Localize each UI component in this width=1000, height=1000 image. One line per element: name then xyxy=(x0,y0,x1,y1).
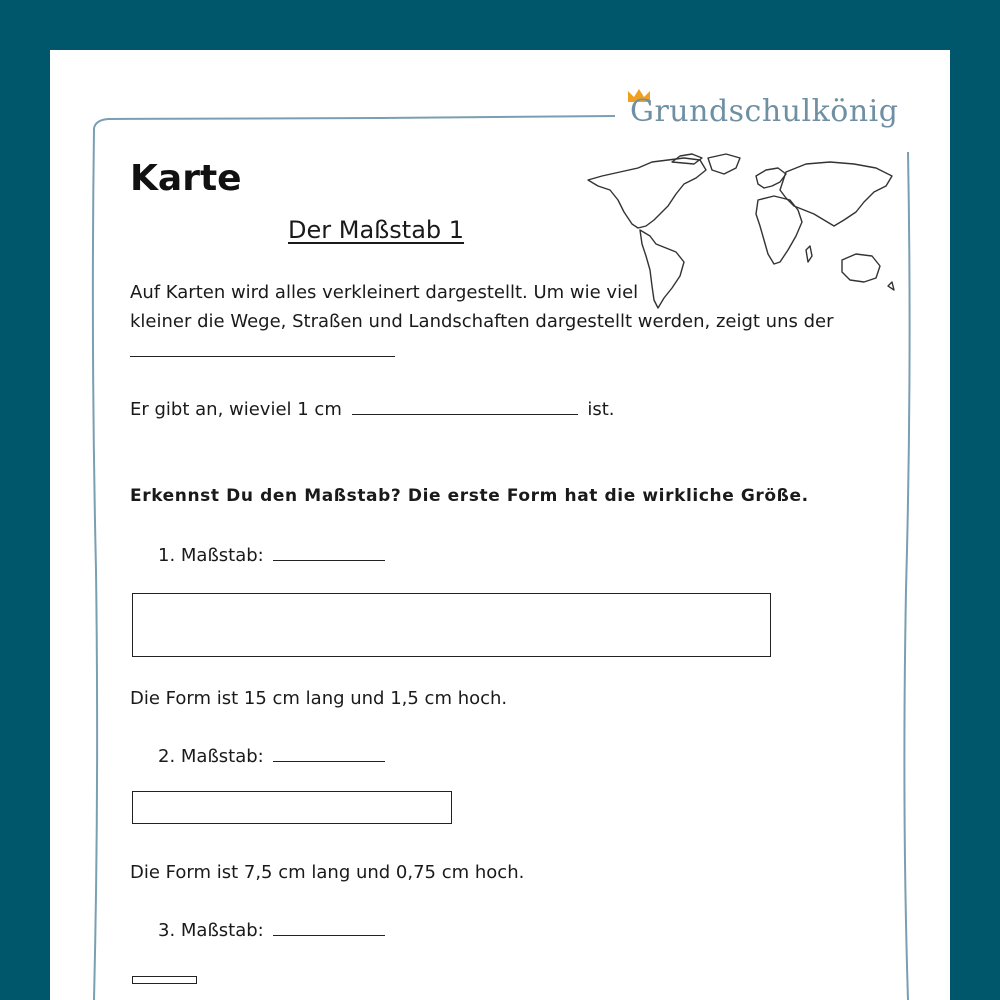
exercise-1-label-row xyxy=(158,544,385,566)
shape-2-rectangle xyxy=(132,791,452,824)
exercise-2-description: Die Form ist 7,5 cm lang und 0,75 cm hoch. xyxy=(130,862,525,883)
exercise-1-description: Die Form ist 15 cm lang und 1,5 cm hoch. xyxy=(130,688,508,709)
intro-line-1: Auf Karten wird alles verkleinert dargestellt. Um wie viel xyxy=(130,282,639,303)
answer-line-2[interactable] xyxy=(352,398,578,415)
exercise-1-label: 1. Maßstab: xyxy=(158,545,264,566)
brand-logo: Grundschulkönig xyxy=(630,94,899,129)
exercise-3-label: 3. Maßstab: xyxy=(158,920,264,941)
sentence-2 xyxy=(130,398,615,420)
task-heading: Erkennst Du den Maßstab? Die erste Form hat die wirkliche Größe. xyxy=(130,486,809,506)
exercise-2-answer-line[interactable] xyxy=(273,745,385,762)
shape-3-rectangle xyxy=(132,976,197,984)
sentence-2-start: Er gibt an, wieviel 1 cm xyxy=(130,399,342,420)
worksheet xyxy=(50,50,950,1000)
sentence-2-end: ist. xyxy=(587,399,615,420)
shape-1-rectangle xyxy=(132,593,771,657)
exercise-2-label: 2. Maßstab: xyxy=(158,746,264,767)
exercise-3-answer-line[interactable] xyxy=(273,919,385,936)
exercise-2-label-row xyxy=(158,745,385,767)
exercise-1-answer-line[interactable] xyxy=(273,544,385,561)
page-title: Karte xyxy=(130,158,242,199)
intro-line-2: kleiner die Wege, Straßen und Landschaften dargestellt werden, zeigt uns der xyxy=(130,311,834,332)
answer-line-1[interactable] xyxy=(130,340,395,362)
page-subtitle: Der Maßstab 1 xyxy=(288,216,465,244)
exercise-3-label-row xyxy=(158,919,385,941)
